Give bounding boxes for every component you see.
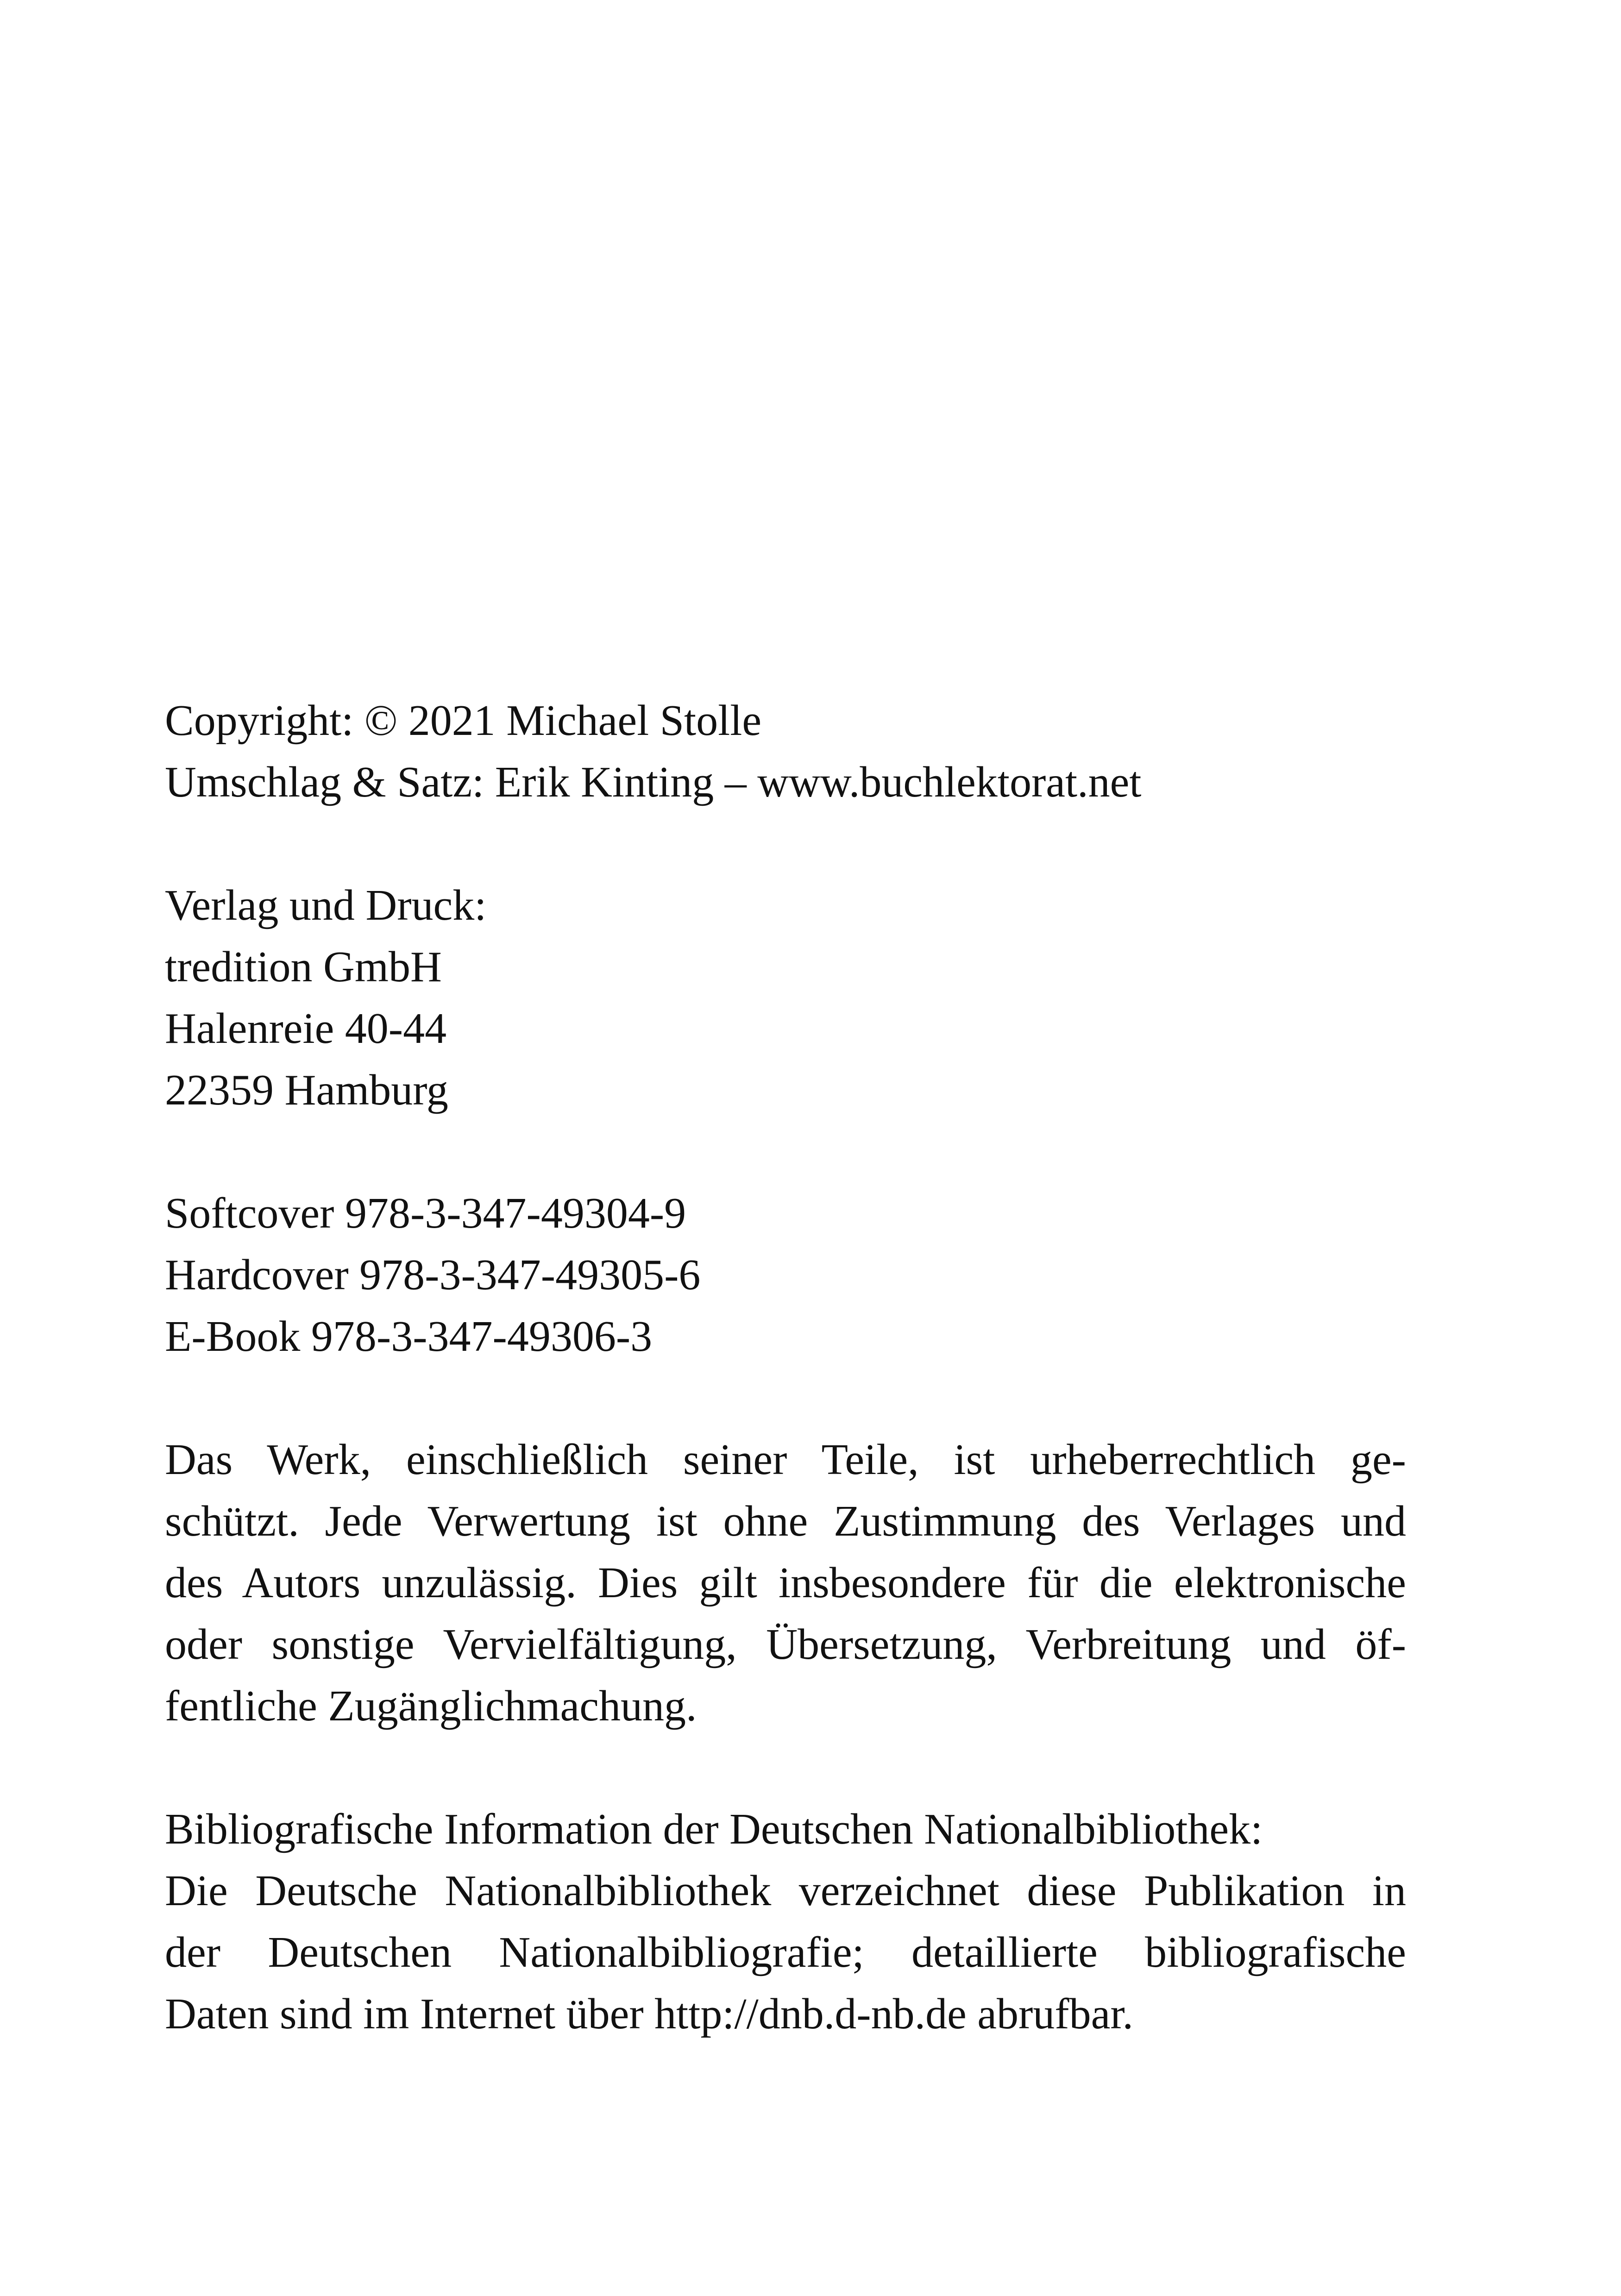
isbn-softcover: Softcover 978-3-347-49304-9 [165,1189,686,1237]
rights-notice-line: oder sonstige Vervielfältigung, Übersetzung, Verbreitung und öf- [165,1620,1406,1669]
bibliographic-line: der Deutschen Nationalbibliografie; detaillierte bibliografische [165,1928,1406,1976]
cover-typesetting-line: Umschlag & Satz: Erik Kinting – www.buchlektorat.net [165,758,1142,806]
isbn-block [165,1183,1406,1368]
spacer [165,1368,1406,1429]
copyright-line: Copyright: © 2021 Michael Stolle [165,696,762,745]
rights-notice-line: des Autors unzulässig. Dies gilt insbesondere für die elektronische [165,1559,1406,1607]
rights-notice-line: schützt. Jede Verwertung ist ohne Zustimmung des Verlages und [165,1497,1406,1545]
imprint-content [165,690,1406,2045]
credits-block [165,690,1406,813]
publisher-city: 22359 Hamburg [165,1066,448,1114]
bibliographic-paragraph [165,1799,1406,2045]
isbn-hardcover: Hardcover 978-3-347-49305-6 [165,1251,701,1299]
rights-notice-line: fentliche Zugänglichmachung. [165,1682,697,1730]
bibliographic-line: Daten sind im Internet über http://dnb.d-nb.de abrufbar. [165,1990,1133,2038]
rights-notice-line: Das Werk, einschließlich seiner Teile, ist urheberrechtlich ge- [165,1436,1406,1484]
spacer [165,1737,1406,1799]
publisher-block [165,875,1406,1121]
isbn-ebook: E-Book 978-3-347-49306-3 [165,1312,653,1361]
spacer [165,813,1406,875]
publisher-heading: Verlag und Druck: [165,881,487,929]
publisher-name: tredition GmbH [165,943,442,991]
bibliographic-heading: Bibliografische Information der Deutschen Nationalbibliothek: [165,1805,1263,1853]
spacer [165,1121,1406,1183]
bibliographic-line: Die Deutsche Nationalbibliothek verzeichnet diese Publikation in [165,1867,1406,1915]
publisher-street: Halenreie 40-44 [165,1004,447,1053]
rights-notice-paragraph [165,1429,1406,1737]
